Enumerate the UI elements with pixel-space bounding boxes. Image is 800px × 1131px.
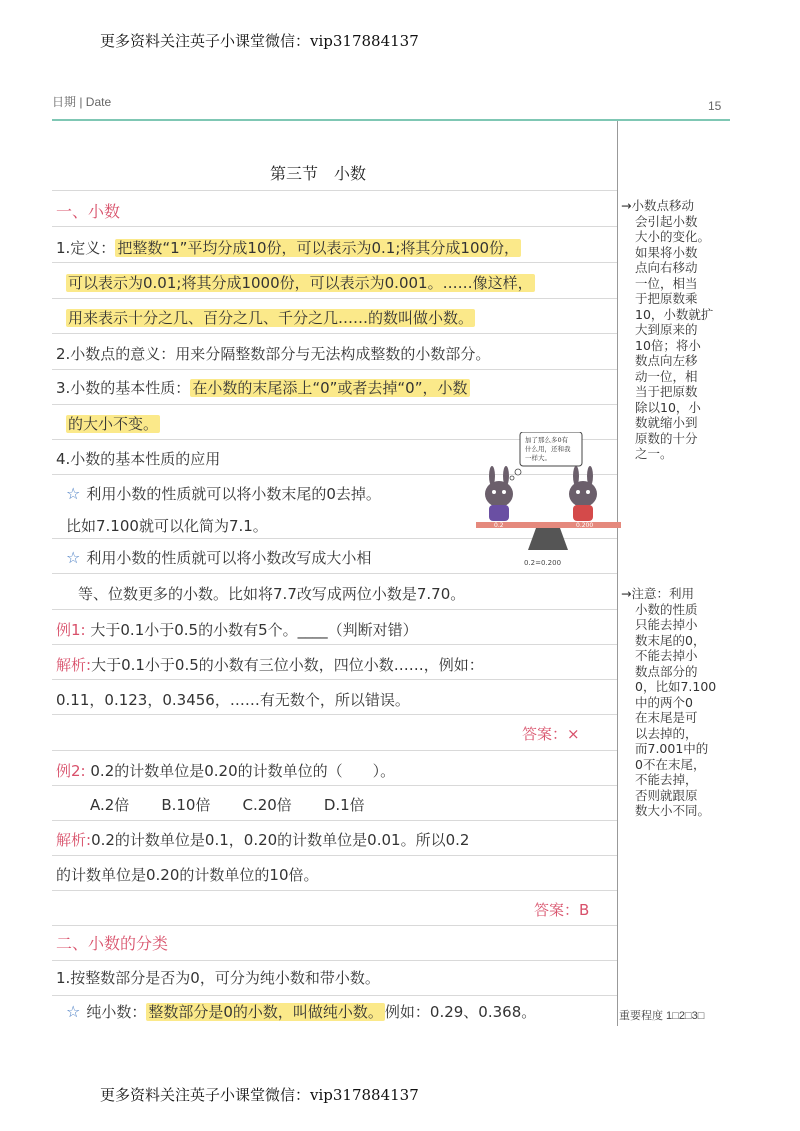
note1-line: 10，小数就扩 xyxy=(635,306,714,322)
app1-line-1 xyxy=(66,484,381,504)
note2-line: 数点部分的 xyxy=(635,663,698,679)
importance-rating: 重要程度 1□2□3□ xyxy=(619,1010,705,1022)
bubble-line-1: 加了那么多0有 xyxy=(525,436,569,444)
right-value: 0.200 xyxy=(576,522,594,529)
part2-heading: 二、小数的分类 xyxy=(56,934,169,953)
top-banner: 更多资料关注英子小课堂微信：vip317884137 xyxy=(100,32,419,50)
seesaw-illustration xyxy=(476,432,621,577)
example1-label: 例1: xyxy=(56,621,86,639)
note1-line: 10倍；将小 xyxy=(635,337,701,353)
example1-answer: 答案：× xyxy=(522,725,580,743)
application-title: 4.小数的基本性质的应用 xyxy=(56,450,221,468)
note1-line: 数就缩小到 xyxy=(635,415,698,430)
definition-highlight-1: 把整数“1”平均分成10份，可以表示为0.1;将其分成100份， xyxy=(117,239,520,257)
example2-analysis-line-2: 的计数单位是0.20的计数单位的10倍。 xyxy=(56,866,319,884)
note2-line: 中的两个0 xyxy=(635,694,693,710)
option-b: B.10倍 xyxy=(161,796,211,814)
part1-heading: 一、小数 xyxy=(56,202,121,221)
option-d: D.1倍 xyxy=(323,796,365,814)
definition-prefix: 1.定义： xyxy=(56,239,116,257)
note1-line: 如果将小数 xyxy=(635,244,698,260)
note1-line: 大小的变化。 xyxy=(635,229,711,244)
bottom-banner: 更多资料关注英子小课堂微信：vip317884137 xyxy=(100,1086,419,1104)
basic-property-line-2 xyxy=(66,414,160,434)
note1-line: 原数的十分 xyxy=(635,430,698,446)
note2-line: 数末尾的0， xyxy=(635,632,706,648)
sidebar-note-1 xyxy=(621,198,739,462)
pure-highlight: 整数部分是0的小数，叫做纯小数。 xyxy=(148,1003,383,1021)
basic-property-prefix: 3.小数的基本性质： xyxy=(56,379,191,397)
note2-line: 以去掉的， xyxy=(635,725,698,741)
thought-bubble xyxy=(510,432,582,480)
left-value: 0.2 xyxy=(494,522,504,529)
section-title: 第三节 小数 xyxy=(270,164,367,183)
bubble-line-2: 什么用，还和我 xyxy=(525,445,571,453)
note1-line: 除以10，小 xyxy=(635,399,701,415)
note2-line: 不能去掉小 xyxy=(635,648,698,663)
star-icon: ☆ xyxy=(66,548,81,567)
definition-line-3 xyxy=(66,308,475,328)
definition-highlight-2: 可以表示为0.01;将其分成1000份，可以表示为0.001。……像这样， xyxy=(68,274,533,292)
definition-line-2 xyxy=(66,273,535,293)
example2-question-line xyxy=(56,761,395,781)
note2-line: 小数的性质 xyxy=(635,601,698,617)
star-icon: ☆ xyxy=(66,1002,81,1021)
part2-line-1: 1.按整数部分是否为0，可分为纯小数和带小数。 xyxy=(56,969,380,987)
example1-analysis-line-1 xyxy=(56,655,484,675)
note2-line: →注意：利用 xyxy=(621,586,694,601)
definition-line-1 xyxy=(56,238,521,258)
note2-line: 而7.001中的 xyxy=(635,741,709,756)
seesaw-base xyxy=(528,528,568,550)
note1-line: 于把原数乘 xyxy=(635,291,698,306)
example1-question: 大于0.1小于0.5的小数有5个。____（判断对错） xyxy=(90,621,418,639)
note1-line: 会引起小数 xyxy=(635,213,698,229)
example2-label: 例2: xyxy=(56,762,86,780)
bubble-line-3: 一样大。 xyxy=(525,454,551,462)
app2-line-1 xyxy=(66,548,371,568)
app1-text: 利用小数的性质就可以将小数末尾的0去掉。 xyxy=(86,485,381,503)
base-caption: 0.2=0.200 xyxy=(524,559,562,567)
note2-line: 0不在末尾， xyxy=(635,756,706,772)
sidebar-note-2 xyxy=(621,586,739,819)
example2-analysis-label: 解析: xyxy=(56,831,92,849)
basic-property-line-1 xyxy=(56,378,470,398)
note2-line: 否则就跟原 xyxy=(635,787,698,803)
example2-options xyxy=(90,795,397,815)
point-meaning: 2.小数点的意义：用来分隔整数部分与无法构成整数的小数部分。 xyxy=(56,345,491,363)
example1-question-line xyxy=(56,620,418,640)
option-c: C.20倍 xyxy=(242,796,292,814)
app2-text: 利用小数的性质就可以将小数改写成大小相 xyxy=(86,549,372,567)
note1-line: 一位，相当 xyxy=(635,275,698,291)
note2-line: 只能去掉小 xyxy=(635,617,698,632)
star-icon: ☆ xyxy=(66,484,81,503)
note1-line: →小数点移动 xyxy=(621,198,694,213)
page-number: 15 xyxy=(708,99,722,113)
note1-line: 之一。 xyxy=(635,446,673,461)
app1-line-2: 比如7.100就可以化简为7.1。 xyxy=(66,517,268,535)
pure-prefix: 纯小数： xyxy=(86,1003,147,1021)
example1-analysis-line-2: 0.11，0.123，0.3456，……有无数个，所以错误。 xyxy=(56,691,410,709)
pure-suffix: 例如：0.29、0.368。 xyxy=(384,1003,537,1021)
example2-analysis-text-1: 0.2的计数单位是0.1，0.20的计数单位是0.01。所以0.2 xyxy=(91,831,470,849)
example2-answer: 答案：B xyxy=(534,901,590,919)
example2-question: 0.2的计数单位是0.20的计数单位的（ ）。 xyxy=(90,762,396,780)
note2-line: 在末尾是可 xyxy=(635,710,698,725)
example1-analysis-label: 解析: xyxy=(56,656,92,674)
basic-property-highlight-2: 的大小不变。 xyxy=(68,415,159,433)
date-label: 日期 | Date xyxy=(52,95,112,109)
right-rabbit xyxy=(569,466,597,521)
note1-line: 数点向左移 xyxy=(635,353,698,368)
left-rabbit xyxy=(485,466,513,521)
pure-decimal-line xyxy=(66,1002,536,1022)
note2-line: 0，比如7.100 xyxy=(635,679,717,694)
example1-analysis-text-1: 大于0.1小于0.5的小数有三位小数，四位小数……，例如： xyxy=(91,656,484,674)
app2-line-2: 等、位数更多的小数。比如将7.7改写成两位小数是7.70。 xyxy=(78,585,466,603)
note1-line: 动一位，相 xyxy=(635,368,698,384)
option-a: A.2倍 xyxy=(90,796,130,814)
definition-highlight-3: 用来表示十分之几、百分之几、千分之几……的数叫做小数。 xyxy=(68,309,474,327)
note2-line: 数大小不同。 xyxy=(635,803,711,818)
note2-line: 不能去掉， xyxy=(635,772,698,787)
note1-line: 点向右移动 xyxy=(635,260,698,275)
note1-line: 大到原来的 xyxy=(635,322,698,337)
basic-property-highlight-1: 在小数的末尾添上“0”或者去掉“0”，小数 xyxy=(192,379,468,397)
example2-analysis-line-1 xyxy=(56,830,469,850)
note1-line: 当于把原数 xyxy=(635,384,698,399)
